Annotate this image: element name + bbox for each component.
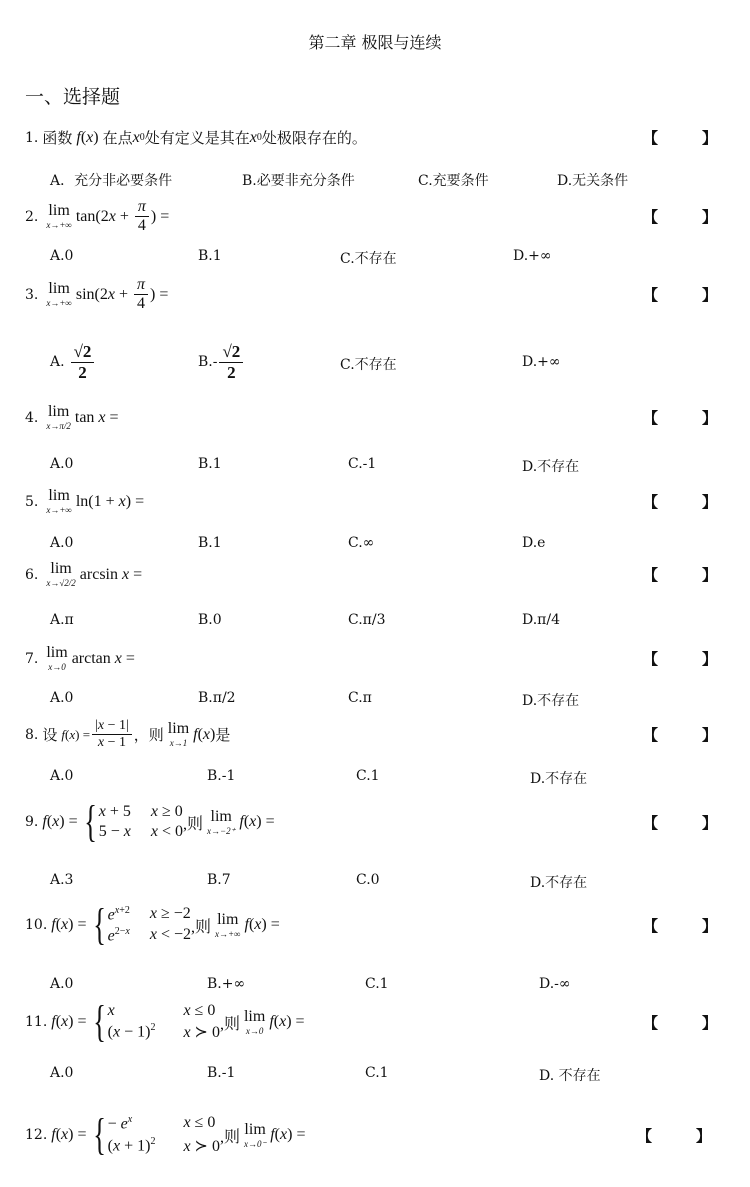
option-c[interactable]: C.不存在 bbox=[340, 357, 397, 373]
answer-bracket[interactable]: 【 】 bbox=[636, 1126, 711, 1145]
option-d[interactable]: D.不存在 bbox=[530, 771, 588, 787]
math-expression: f (x) = $\frac{|x - 1|}{x - 1}$ bbox=[57, 718, 133, 751]
math-expression: f ( x ) bbox=[76, 128, 103, 146]
question-number: 8. bbox=[25, 726, 39, 743]
question-1 bbox=[25, 127, 725, 148]
option-a[interactable]: A．充分非必要条件 bbox=[50, 173, 173, 189]
option-b[interactable]: B.0 bbox=[198, 612, 222, 628]
question-2 bbox=[25, 198, 725, 236]
option-c[interactable]: C.∞ bbox=[348, 535, 375, 551]
option-b[interactable]: B.-1 bbox=[207, 1065, 236, 1081]
math-expression: f ( x ) = { $e^{x+2}$ x ≥ −2 $e^{2-x}$ x < −2 bbox=[51, 900, 191, 949]
question-9 bbox=[25, 797, 725, 846]
question-text: 设 bbox=[42, 726, 58, 745]
option-b[interactable]: B.-1 bbox=[207, 768, 236, 784]
option-d[interactable]: D.e bbox=[522, 535, 546, 551]
question-number: 12. bbox=[25, 1127, 48, 1143]
option-d[interactable]: D.+∞ bbox=[513, 248, 552, 264]
option-d[interactable]: D.无关条件 bbox=[557, 173, 629, 189]
option-b[interactable]: B.π/2 bbox=[198, 690, 236, 706]
answer-bracket[interactable]: 【 】 bbox=[642, 409, 717, 427]
math-expression: lim x→+∞ ln(1 + x ) = bbox=[46, 487, 145, 515]
answer-bracket[interactable]: 【 】 bbox=[642, 1013, 717, 1032]
option-a[interactable]: A.π bbox=[50, 612, 74, 628]
option-a[interactable]: A.0 bbox=[50, 690, 74, 706]
question-number: 2. bbox=[25, 208, 39, 225]
math-expression: f ( x ) = { x + 5 x ≥ 0 5 − x x < 0 bbox=[42, 797, 184, 846]
option-b[interactable]: B.1 bbox=[198, 535, 222, 551]
option-a[interactable]: A.0 bbox=[50, 535, 74, 551]
question-text: 处极限存在的。 bbox=[261, 129, 367, 147]
math-expression: lim x→−2⁺ f ( x ) = bbox=[207, 807, 275, 836]
option-a[interactable]: A.0 bbox=[50, 1065, 74, 1081]
math-expression: x 0 bbox=[132, 128, 145, 146]
option-a[interactable]: A.0 bbox=[50, 248, 74, 264]
math-expression: lim x→π/2 tan x = bbox=[46, 403, 119, 431]
question-4 bbox=[25, 404, 725, 431]
question-text: 函数 bbox=[42, 129, 73, 147]
option-a[interactable]: A.3 bbox=[50, 872, 74, 888]
option-d[interactable]: D.-∞ bbox=[539, 976, 571, 992]
question-text: ,则 bbox=[219, 1015, 240, 1033]
option-d[interactable]: D.不存在 bbox=[530, 875, 588, 891]
question-5 bbox=[25, 488, 725, 515]
math-expression: lim x→+∞ sin(2 x + $\frac{\pi}{4}$ ) = bbox=[46, 276, 169, 313]
option-c[interactable]: C.-1 bbox=[348, 456, 377, 472]
option-c[interactable]: C.1 bbox=[356, 768, 380, 784]
option-b[interactable]: B.+∞ bbox=[207, 976, 246, 992]
question-number: 4. bbox=[25, 409, 39, 426]
question-text: 处有定义是其在 bbox=[144, 129, 250, 147]
question-number: 6. bbox=[25, 566, 39, 583]
option-c[interactable]: C.π/3 bbox=[348, 612, 386, 628]
answer-bracket[interactable]: 【 】 bbox=[642, 650, 717, 668]
option-b[interactable]: B.1 bbox=[198, 248, 222, 264]
option-c[interactable]: C.充要条件 bbox=[418, 173, 489, 189]
math-expression: x 0 bbox=[249, 128, 262, 146]
option-c[interactable]: C.1 bbox=[365, 976, 389, 992]
math-expression: lim x→1 f ( x ) bbox=[167, 720, 216, 749]
answer-bracket[interactable]: 【 】 bbox=[642, 129, 717, 147]
section-heading: 一、选择题 bbox=[25, 86, 121, 108]
math-expression: f ( x ) = { − $e^x$ x ≤ 0 $(x + 1)^2$ x ≻ 0 bbox=[51, 1110, 220, 1159]
answer-bracket[interactable]: 【 】 bbox=[642, 813, 717, 832]
question-text: ，则 bbox=[133, 726, 164, 745]
question-text: ,则 bbox=[191, 918, 212, 936]
question-text: ,则 bbox=[183, 815, 204, 833]
option-a[interactable]: A.0 bbox=[50, 768, 74, 784]
math-expression: lim x→0 f ( x ) = bbox=[243, 1007, 305, 1036]
option-d[interactable]: D. 不存在 bbox=[539, 1068, 601, 1084]
answer-bracket[interactable]: 【 】 bbox=[642, 208, 717, 227]
question-number: 5. bbox=[25, 493, 39, 510]
question-10 bbox=[25, 900, 725, 949]
option-a[interactable]: A. $\frac{√2}{2}$ bbox=[50, 342, 96, 382]
math-expression: f ( x ) = { x x ≤ 0 $(x - 1)^2$ x ≻ 0 bbox=[51, 997, 220, 1046]
page-title: 第二章 极限与连续 bbox=[308, 33, 442, 52]
question-text: 在点 bbox=[102, 129, 133, 147]
option-c[interactable]: C.不存在 bbox=[340, 251, 397, 267]
option-b[interactable]: B.7 bbox=[207, 872, 231, 888]
question-text: 是 bbox=[215, 726, 231, 745]
question-number: 7. bbox=[25, 650, 39, 667]
option-b[interactable]: B.1 bbox=[198, 456, 222, 472]
answer-bracket[interactable]: 【 】 bbox=[642, 726, 717, 745]
option-b[interactable]: B.- $\frac{√2}{2}$ bbox=[198, 342, 245, 382]
question-number: 3. bbox=[25, 286, 39, 303]
option-d[interactable]: D.不存在 bbox=[522, 459, 580, 475]
math-expression: lim x→0⁻ f ( x ) = bbox=[243, 1120, 306, 1149]
answer-bracket[interactable]: 【 】 bbox=[642, 286, 717, 305]
answer-bracket[interactable]: 【 】 bbox=[642, 493, 717, 511]
question-6 bbox=[25, 561, 725, 588]
math-expression: lim x→√2/2 arcsin x = bbox=[46, 560, 143, 588]
question-7 bbox=[25, 645, 725, 672]
answer-bracket[interactable]: 【 】 bbox=[642, 916, 717, 935]
question-3 bbox=[25, 276, 725, 314]
option-d[interactable]: D.π/4 bbox=[522, 612, 561, 628]
question-number: 9. bbox=[25, 814, 39, 830]
option-d[interactable]: D.+∞ bbox=[522, 354, 561, 370]
option-c[interactable]: C.1 bbox=[365, 1065, 389, 1081]
option-b[interactable]: B.必要非充分条件 bbox=[242, 173, 355, 189]
question-text: ,则 bbox=[219, 1128, 240, 1146]
question-number: 10. bbox=[25, 917, 48, 933]
math-expression: lim x→+∞ f ( x ) = bbox=[215, 910, 280, 939]
question-8 bbox=[25, 718, 725, 751]
option-c[interactable]: C.π bbox=[348, 690, 372, 706]
question-11 bbox=[25, 997, 725, 1046]
math-expression: lim x→0 arctan x = bbox=[46, 644, 135, 672]
option-d[interactable]: D.不存在 bbox=[522, 693, 580, 709]
option-a[interactable]: A.0 bbox=[50, 976, 74, 992]
option-a[interactable]: A.0 bbox=[50, 456, 74, 472]
answer-bracket[interactable]: 【 】 bbox=[642, 566, 717, 584]
math-expression: lim x→+∞ tan(2 x + $\frac{\pi}{4}$ ) = bbox=[46, 198, 170, 235]
question-number: 1. bbox=[25, 129, 39, 146]
question-number: 11. bbox=[25, 1014, 48, 1030]
option-c[interactable]: C.0 bbox=[356, 872, 380, 888]
question-12 bbox=[25, 1110, 725, 1159]
